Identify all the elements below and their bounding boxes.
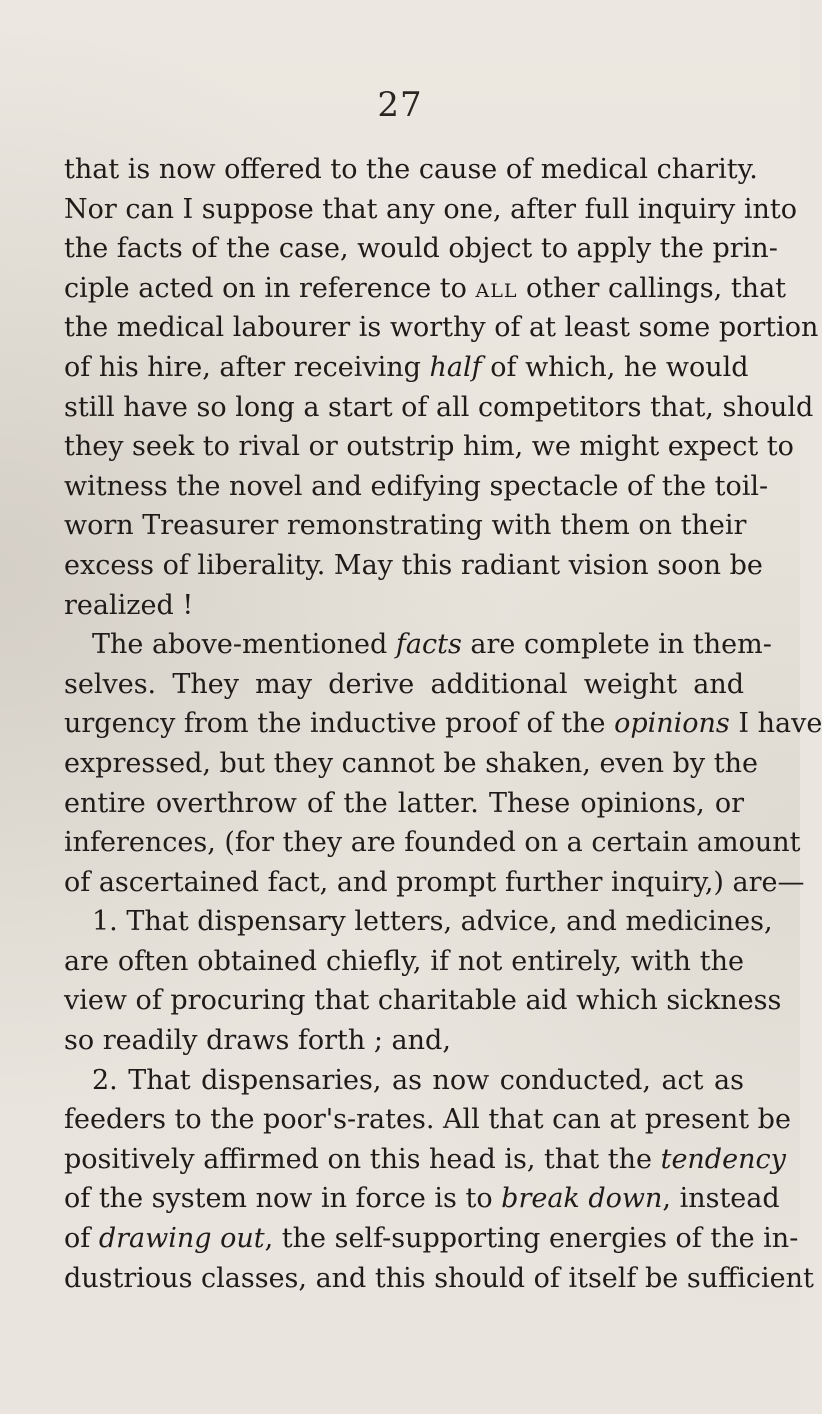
text-line xyxy=(64,1100,791,1140)
text-line xyxy=(64,981,782,1021)
text-line xyxy=(64,942,744,982)
text-span: worn Treasurer remonstrating with them on their xyxy=(64,510,747,542)
text-line xyxy=(64,784,744,824)
text-span: witness the novel and edifying spectacle of the toil- xyxy=(64,470,769,502)
text-span: entire overthrow of the latter. These opinions, or xyxy=(64,787,744,819)
text-span: , instead xyxy=(662,1183,780,1215)
text-line xyxy=(64,704,822,744)
italic-word: break down xyxy=(501,1183,663,1215)
text-span: are complete in them- xyxy=(461,629,772,661)
text-span: they seek to rival or outstrip him, we might expect to xyxy=(64,431,794,463)
text-line xyxy=(64,625,772,665)
italic-word: half xyxy=(429,351,482,383)
text-span: of which, he would xyxy=(481,351,749,383)
text-span: 2. That dispensaries, as now conducted, act as xyxy=(92,1064,744,1096)
text-span: view of procuring that charitable aid which sickness xyxy=(64,985,782,1017)
text-span: inferences, (for they are founded on a certain amount xyxy=(64,827,801,859)
text-line xyxy=(64,1259,814,1299)
text-line xyxy=(64,1061,744,1101)
text-span: feeders to the poor's-rates. All that can at present be xyxy=(64,1104,791,1136)
text-line xyxy=(64,1219,799,1259)
text-span: the facts of the case, would object to apply the prin- xyxy=(64,233,778,265)
italic-word: facts xyxy=(395,629,462,661)
italic-word: tendency xyxy=(660,1143,786,1175)
text-line xyxy=(64,427,794,467)
text-line xyxy=(64,388,814,428)
text-line xyxy=(64,229,778,269)
text-line xyxy=(64,665,744,705)
text-line xyxy=(64,269,787,309)
text-line xyxy=(64,1021,744,1061)
text-span: of his hire, after receiving xyxy=(64,351,430,383)
body-text xyxy=(64,150,822,1298)
text-span: of ascertained fact, and prompt further inquiry,) are— xyxy=(64,866,805,898)
text-span: of xyxy=(64,1223,99,1255)
text-span: , the self-supporting energies of the in- xyxy=(264,1223,799,1255)
text-span: of the system now in force is to xyxy=(64,1183,502,1215)
text-line xyxy=(64,467,769,507)
text-line xyxy=(64,190,798,230)
text-span: I have xyxy=(729,708,822,740)
text-span: still have so long a start of all competitors that, should xyxy=(64,391,814,423)
text-span: dustrious classes, and this should of itself be sufficient xyxy=(64,1262,814,1294)
italic-word: drawing out xyxy=(98,1223,265,1255)
text-span: realized ! xyxy=(64,589,194,621)
text-line xyxy=(64,348,749,388)
text-line xyxy=(64,150,758,190)
text-span: selves. They may derive additional weight and xyxy=(64,668,744,700)
text-span: urgency from the inductive proof of the xyxy=(64,708,615,740)
text-line xyxy=(64,1179,780,1219)
text-span: so readily draws forth ; and, xyxy=(64,1025,451,1057)
text-span: the medical labourer is worthy of at least some portion xyxy=(64,312,819,344)
text-span: The above-mentioned xyxy=(92,629,396,661)
text-line xyxy=(64,744,758,784)
text-line xyxy=(64,1140,786,1180)
text-span: that is now offered to the cause of medical charity. xyxy=(64,154,758,185)
text-span: excess of liberality. May this radiant vision soon be xyxy=(64,549,763,581)
small-caps-word: all xyxy=(475,272,518,304)
text-line xyxy=(64,308,819,348)
italic-word: opinions xyxy=(614,708,730,740)
text-line xyxy=(64,586,744,626)
text-span: Nor can I suppose that any one, after full inquiry into xyxy=(64,193,798,225)
text-line xyxy=(64,863,805,903)
text-span: 1. That dispensary letters, advice, and medicines, xyxy=(92,906,773,938)
text-span: other callings, that xyxy=(517,272,787,304)
text-line xyxy=(64,823,801,863)
text-line xyxy=(64,506,747,546)
text-span: expressed, but they cannot be shaken, even by the xyxy=(64,747,758,779)
text-span: are often obtained chiefly, if not entirely, with the xyxy=(64,945,744,977)
text-line xyxy=(64,546,763,586)
text-span: ciple acted on in reference to xyxy=(64,272,476,304)
text-span: positively affirmed on this head is, that the xyxy=(64,1143,661,1175)
text-line xyxy=(64,902,773,942)
page-number: 27 xyxy=(377,85,423,125)
